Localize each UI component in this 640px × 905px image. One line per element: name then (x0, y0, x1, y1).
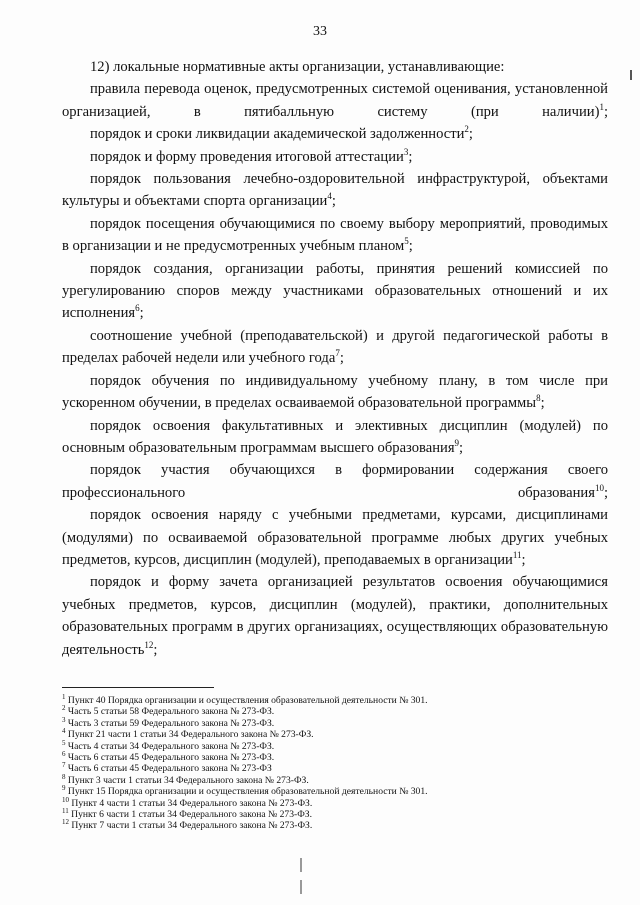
footnote-ref: 11 (512, 550, 522, 561)
footnote: $^3$ Часть 3 статьи 59 Федерального закона № 273-ФЗ. (62, 715, 275, 729)
scan-margin-mark (630, 70, 632, 80)
paragraph: порядок и форму зачета организацией результатов освоения обучающимися учебных предметов, курсов, дисциплин (модулей), практики, дополнительных образовательных программ в других организациях, осуществляющих образовательную деятельность$^{12}$; (62, 574, 608, 658)
page-number: 33 (313, 24, 327, 39)
footnote-ref: 12 (144, 639, 154, 650)
paragraph: порядок и сроки ликвидации академической задолженности$^2$; (90, 124, 473, 143)
footnote-ref: 4 (327, 191, 332, 202)
body-text (62, 56, 608, 661)
paragraph-heading: 12) локальные нормативные акты организации, устанавливающие: (90, 59, 505, 75)
paragraph: порядок и форму проведения итоговой аттестации$^3$; (90, 146, 413, 165)
footnote-ref: 8 (536, 393, 541, 404)
paragraph: порядок пользования лечебно-оздоровительной инфраструктурой, объектами культуры и объектами спорта организации$^4$; (62, 171, 608, 210)
scan-artifact (300, 880, 302, 894)
paragraph: порядок посещения обучающимися по своему выбору мероприятий, проводимых в организации и не предусмотренных учебным планом$^5$; (62, 215, 608, 255)
scan-artifact (300, 858, 302, 872)
footnote: $^1$ Пункт 40 Порядка организации и осуществления образовательной деятельности № 301. (62, 692, 428, 706)
paragraph: порядок участия обучающихся в формировании содержания своего профессионального образования$^{10}$; (62, 462, 608, 501)
paragraph: порядок создания, организации работы, принятия решений комиссией по урегулированию споров между участниками образовательных отношений и их исполнения$^6$; (62, 260, 608, 322)
footnote-ref: 10 (594, 482, 604, 493)
footnote-ref: 9 (454, 438, 460, 449)
footnote-ref: 2 (464, 124, 469, 135)
paragraph: порядок освоения факультативных и элективных дисциплин (модулей) по основным образовательным программам высшего образования$^9$; (62, 417, 608, 456)
footnotes (62, 692, 608, 832)
footnote-ref: 6 (135, 303, 140, 314)
footnote: $^{12}$ Пункт 7 части 1 статьи 34 Федерального закона № 273-ФЗ. (62, 818, 313, 832)
footnote-ref: 3 (403, 146, 409, 157)
footnote-ref: 7 (335, 348, 340, 359)
footnote: $^2$ Часть 5 статьи 58 Федерального закона № 273-ФЗ. (62, 704, 275, 718)
footnote: $^4$ Пункт 21 части 1 статьи 34 Федерального закона № 273-ФЗ. (62, 727, 314, 741)
footnote: $^6$ Часть 6 статьи 45 Федерального закона № 273-ФЗ. (62, 749, 275, 764)
footnote: $^{11}$ Пункт 6 части 1 статьи 34 Федерального закона № 273-ФЗ. (62, 806, 312, 821)
footnote: $^8$ Пункт 3 части 1 статьи 34 Федерального закона № 273-ФЗ. (62, 772, 309, 786)
footnote: $^{10}$ Пункт 4 части 1 статьи 34 Федерального закона № 273-ФЗ. (62, 795, 313, 809)
footnote-ref: 5 (404, 236, 409, 247)
footnote-separator (62, 687, 214, 688)
paragraph: правила перевода оценок, предусмотренных системой оценивания, установленной организацией, в пятибалльную систему (при наличии)$^1$; (62, 81, 608, 120)
paragraph: порядок обучения по индивидуальному учебному плану, в том числе при ускоренном обучении, в пределах осваиваемой образовательной программы$^8$; (62, 372, 608, 412)
paragraph: порядок освоения наряду с учебными предметами, курсами, дисциплинами (модулями) по осваиваемой образовательной программе любых других учебных предметов, курсов, дисциплин (модулей), преподаваемых в организации$^{11}$; (62, 507, 608, 568)
footnote-ref: 1 (599, 101, 604, 112)
footnote: $^7$ Часть 6 статьи 45 Федерального закона № 273-ФЗ (62, 761, 272, 775)
paragraph: соотношение учебной (преподавательской) и другой педагогической работы в пределах рабочей недели или учебного года$^7$; (62, 327, 608, 367)
footnote: $^9$ Пункт 15 Порядка организации и осуществления образовательной деятельности № 301. (62, 784, 428, 798)
footnote: $^5$ Часть 4 статьи 34 Федерального закона № 273-ФЗ. (62, 738, 275, 752)
